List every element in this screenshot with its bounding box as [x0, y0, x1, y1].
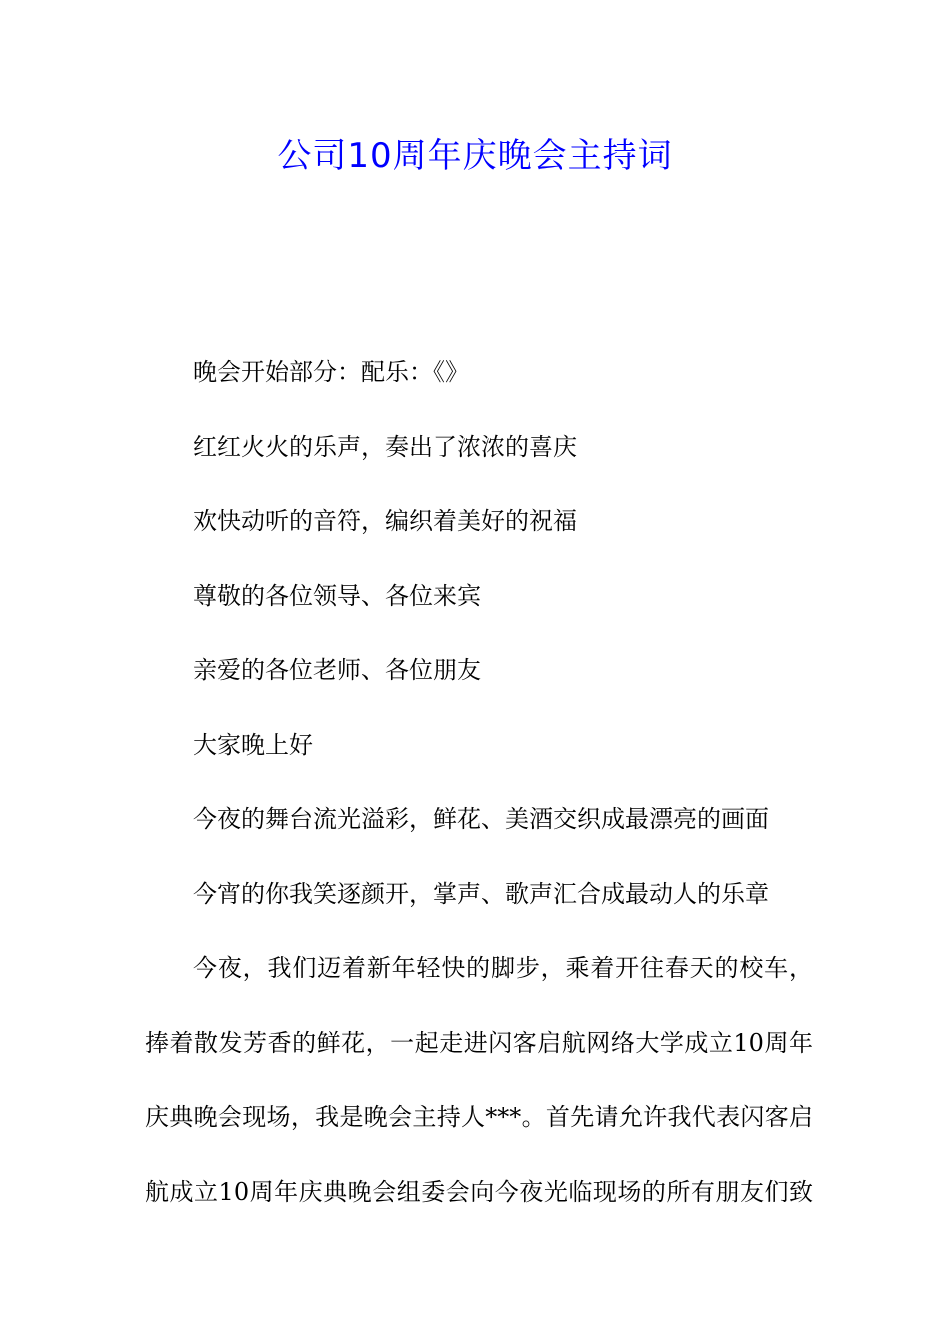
- body-line: 尊敬的各位领导、各位来宾: [193, 581, 481, 610]
- body-line: 亲爱的各位老师、各位朋友: [193, 656, 481, 684]
- body-line: 欢快动听的音符，编织着美好的祝福: [193, 507, 577, 535]
- body-line: 今宵的你我笑逐颜开，掌声、歌声汇合成最动人的乐章: [193, 879, 769, 908]
- paragraph-line: 捧着散发芳香的鲜花，一起走进闪客启航网络大学成立10周年: [145, 1028, 813, 1057]
- body-paragraph: [145, 931, 813, 1229]
- paragraph-line: 今夜，我们迈着新年轻快的脚步，乘着开往春天的校车，: [193, 954, 813, 982]
- paragraph-line: 庆典晚会现场，我是晚会主持人***。首先请允许我代表闪客启: [145, 1103, 813, 1131]
- paragraph-line: 航成立10周年庆典晚会组委会向今夜光临现场的所有朋友们致: [145, 1177, 813, 1206]
- body-line: 红红火火的乐声，奏出了浓浓的喜庆: [193, 432, 577, 461]
- body-line: 大家晚上好: [193, 730, 313, 759]
- body-line: 晚会开始部分：配乐：《》: [193, 358, 469, 386]
- body-line: 今夜的舞台流光溢彩，鲜花、美酒交织成最漂亮的画面: [193, 805, 769, 833]
- document-title: 公司10周年庆晚会主持词: [277, 136, 673, 176]
- document-body: [145, 335, 813, 1229]
